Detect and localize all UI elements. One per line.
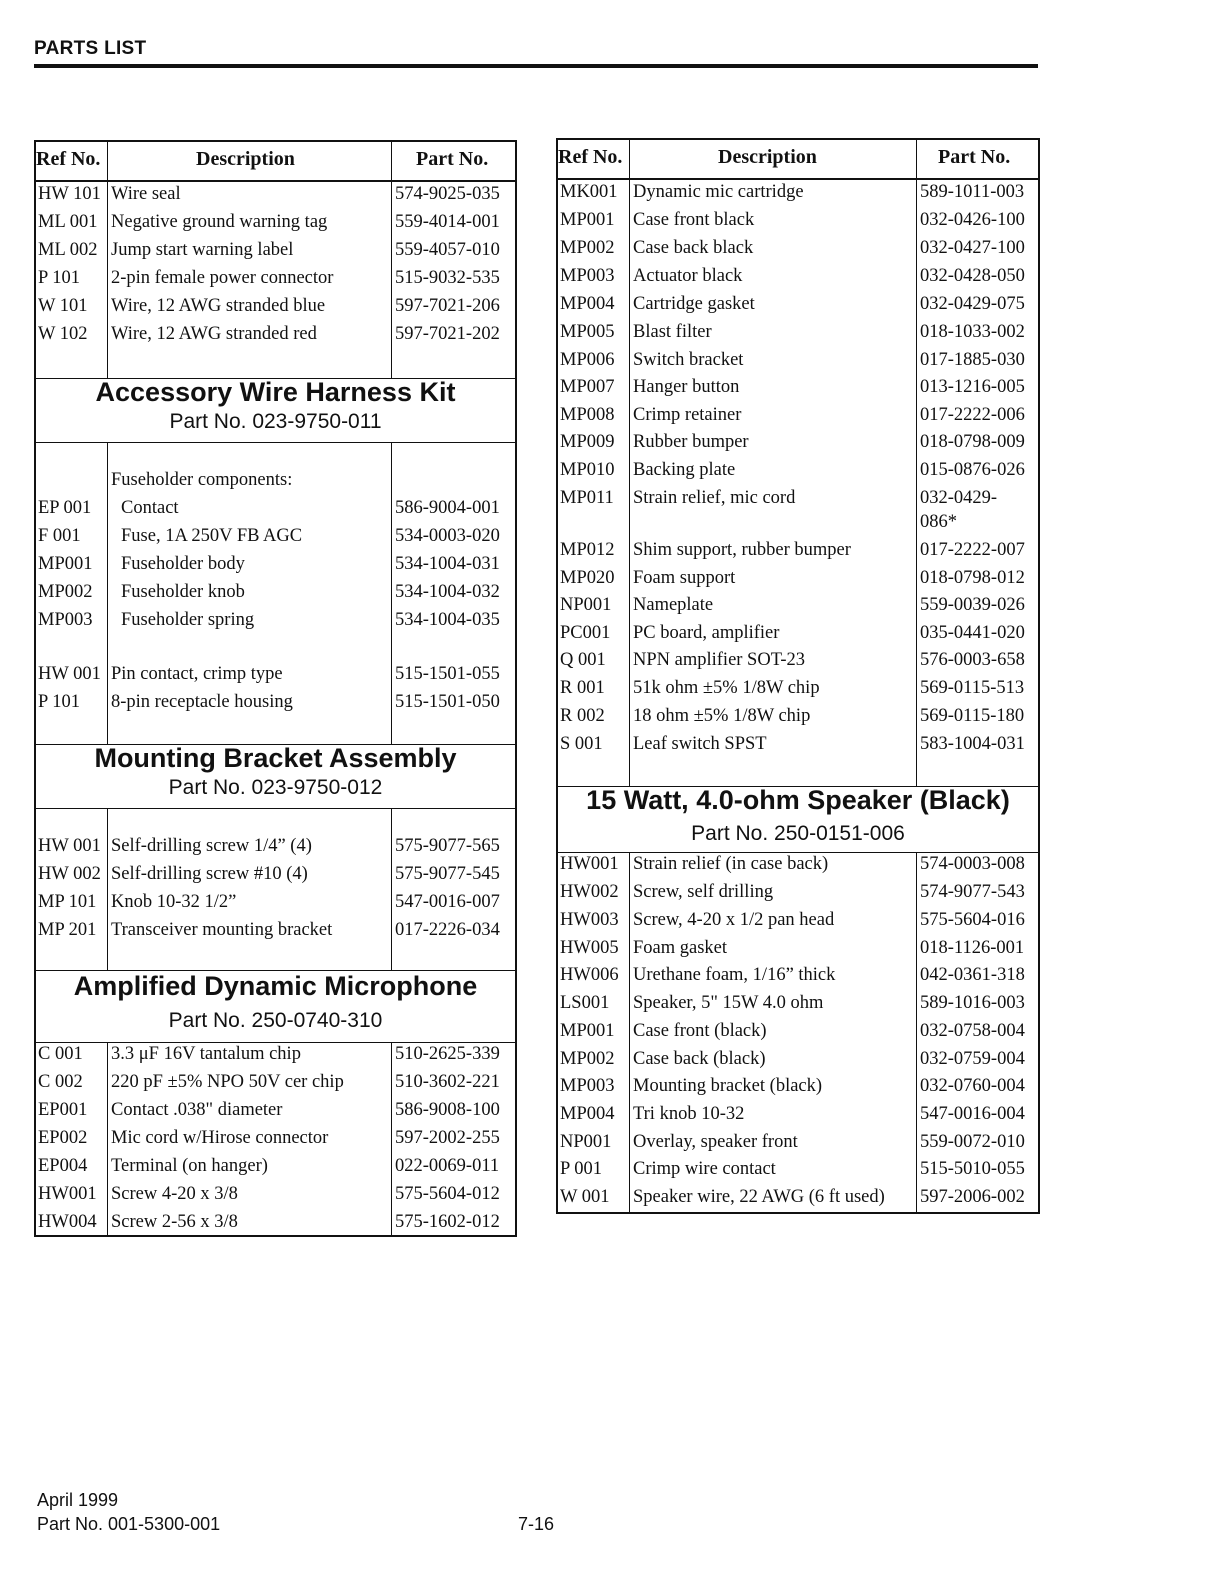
ref-cell: HW 002 [38, 864, 101, 884]
description-cell: 220 pF ±5% NPO 50V cer chip [111, 1072, 344, 1092]
description-cell: Urethane foam, 1/16” thick [633, 965, 836, 985]
description-cell: Speaker, 5" 15W 4.0 ohm [633, 993, 824, 1013]
part-no-cell: 032-0759-004 [920, 1049, 1025, 1069]
ref-cell: MP001 [38, 554, 93, 574]
part-no-cell: 559-0039-026 [920, 595, 1025, 615]
description-cell: Case front black [633, 210, 755, 230]
part-no-cell: 018-1126-001 [920, 938, 1025, 958]
ref-cell: NP001 [560, 1132, 612, 1152]
ref-cell: F 001 [38, 526, 81, 546]
right-parts-table [556, 138, 1040, 1214]
ref-cell: NP001 [560, 595, 612, 615]
ref-cell: MP004 [560, 294, 615, 314]
description-cell: 51k ohm ±5% 1/8W chip [633, 678, 820, 698]
description-cell: Strain relief (in case back) [633, 854, 829, 874]
section-divider [558, 852, 1038, 853]
page-header: PARTS LIST [34, 38, 147, 59]
column-divider [107, 808, 108, 970]
ref-cell: C 002 [38, 1072, 83, 1092]
description-cell: Crimp retainer [633, 405, 742, 425]
column-divider [629, 852, 630, 1212]
section-title: Amplified Dynamic Microphone [73, 971, 478, 1001]
ref-cell: HW002 [560, 882, 619, 902]
description-cell: 2-pin female power connector [111, 268, 334, 288]
part-no-cell: 018-0798-009 [920, 432, 1025, 452]
ref-cell: P 001 [560, 1159, 602, 1179]
part-no-cell: 574-9025-035 [395, 184, 500, 204]
description-cell: Wire seal [111, 184, 181, 204]
ref-cell: EP001 [38, 1100, 88, 1120]
ref-cell: Q 001 [560, 650, 606, 670]
part-no-cell: 586-9008-100 [395, 1100, 500, 1120]
description-cell: Leaf switch SPST [633, 734, 767, 754]
description-cell: Negative ground warning tag [111, 212, 328, 232]
description-cell: Transceiver mounting bracket [111, 920, 333, 940]
ref-cell: P 101 [38, 692, 80, 712]
part-no-cell: 597-7021-206 [395, 296, 500, 316]
part-no-cell: 559-4014-001 [395, 212, 500, 232]
part-no-cell: 575-9077-565 [395, 836, 500, 856]
description-cell: Fuseholder spring [121, 610, 255, 630]
ref-cell: ML 002 [38, 240, 98, 260]
description-cell: 3.3 μF 16V tantalum chip [111, 1044, 301, 1064]
part-no-cell: 597-7021-202 [395, 324, 500, 344]
ref-cell: MP003 [560, 266, 615, 286]
part-no-cell: 576-0003-658 [920, 650, 1025, 670]
header-ref: Ref No. [36, 148, 101, 170]
section-divider [36, 808, 515, 809]
part-no-cell: 559-4057-010 [395, 240, 500, 260]
section-title: Mounting Bracket Assembly [94, 743, 457, 773]
left-parts-table [34, 140, 517, 1237]
part-no-cell: 017-2222-007 [920, 540, 1025, 560]
part-no-cell: 042-0361-318 [920, 965, 1025, 985]
description-cell: Dynamic mic cartridge [633, 182, 804, 202]
description-cell: Actuator black [633, 266, 743, 286]
ref-cell: MP001 [560, 1021, 615, 1041]
part-no-cell: 569-0115-180 [920, 706, 1025, 726]
ref-cell: HW003 [560, 910, 619, 930]
ref-cell: MP 201 [38, 920, 97, 940]
footer-date: April 1999 [37, 1490, 119, 1510]
ref-cell: HW 001 [38, 836, 101, 856]
part-no-cell: 018-1033-002 [920, 322, 1025, 342]
part-no-cell: 032-0758-004 [920, 1021, 1025, 1041]
part-no-cell: 510-2625-339 [395, 1044, 500, 1064]
description-cell: Rubber bumper [633, 432, 749, 452]
part-no-cell: 583-1004-031 [920, 734, 1025, 754]
part-no-cell: 022-0069-011 [395, 1156, 500, 1176]
column-divider [629, 140, 630, 786]
ref-cell: MP012 [560, 540, 615, 560]
ref-cell: MP001 [560, 210, 615, 230]
column-divider [107, 180, 108, 378]
ref-cell: MP004 [560, 1104, 615, 1124]
description-cell: 18 ohm ±5% 1/8W chip [633, 706, 811, 726]
description-cell: Screw 4-20 x 3/8 [111, 1184, 238, 1204]
ref-cell: W 101 [38, 296, 88, 316]
ref-cell: MP006 [560, 350, 615, 370]
part-no-cell: 575-1602-012 [395, 1212, 500, 1232]
part-no-cell: 032-0427-100 [920, 238, 1025, 258]
ref-cell: HW001 [38, 1184, 97, 1204]
description-cell: Strain relief, mic cord [633, 488, 796, 508]
description-cell: Wire, 12 AWG stranded blue [111, 296, 326, 316]
description-cell: Switch bracket [633, 350, 744, 370]
section-title: Accessory Wire Harness Kit [95, 377, 456, 407]
part-no-cell: 575-9077-545 [395, 864, 500, 884]
part-no-cell: 017-2222-006 [920, 405, 1025, 425]
description-cell: Shim support, rubber bumper [633, 540, 851, 560]
ref-cell: LS001 [560, 993, 610, 1013]
description-cell: Screw, 4-20 x 1/2 pan head [633, 910, 835, 930]
part-no-cell: 015-0876-026 [920, 460, 1025, 480]
part-no-cell: 589-1011-003 [920, 182, 1025, 202]
ref-cell: EP 001 [38, 498, 92, 518]
part-no-cell: 597-2006-002 [920, 1187, 1025, 1207]
section-subtitle: Part No. 023-9750-011 [169, 410, 382, 433]
description-cell: PC board, amplifier [633, 623, 780, 643]
part-no-cell: 035-0441-020 [920, 623, 1025, 643]
header-rule [34, 64, 1038, 68]
column-divider [391, 142, 392, 180]
ref-cell: HW005 [560, 938, 619, 958]
column-divider [107, 142, 108, 180]
description-cell: Contact .038" diameter [111, 1100, 283, 1120]
description-cell: Pin contact, crimp type [111, 664, 283, 684]
part-no-cell: 586-9004-001 [395, 498, 500, 518]
description-cell: Hanger button [633, 377, 740, 397]
ref-cell: MP002 [560, 238, 615, 258]
description-cell: Terminal (on hanger) [111, 1156, 268, 1176]
part-no-cell: 534-1004-035 [395, 610, 500, 630]
header-part-no: Part No. [938, 146, 1011, 168]
description-cell: Nameplate [633, 595, 714, 615]
description-cell: Jump start warning label [111, 240, 294, 260]
section-subtitle: Part No. 250-0151-006 [691, 822, 905, 845]
ref-cell: R 001 [560, 678, 605, 698]
description-cell: NPN amplifier SOT-23 [633, 650, 805, 670]
description-cell: Mic cord w/Hirose connector [111, 1128, 329, 1148]
ref-cell: W 001 [560, 1187, 610, 1207]
part-no-cell-continued: 086* [920, 512, 957, 532]
footer-page-number: 7-16 [518, 1514, 555, 1534]
ref-cell: MP003 [38, 610, 93, 630]
ref-cell: MP011 [560, 488, 614, 508]
description-cell: Case back black [633, 238, 754, 258]
column-divider [391, 1042, 392, 1235]
description-cell: Blast filter [633, 322, 712, 342]
header-ref: Ref No. [558, 146, 623, 168]
ref-cell: HW001 [560, 854, 619, 874]
part-no-cell: 515-9032-535 [395, 268, 500, 288]
section-subtitle: Part No. 023-9750-012 [168, 776, 383, 799]
header-description: Description [718, 146, 817, 168]
column-divider [916, 140, 917, 786]
ref-cell: EP002 [38, 1128, 88, 1148]
column-divider [391, 808, 392, 970]
section-subtitle: Part No. 250-0740-310 [168, 1009, 383, 1032]
ref-cell: MP009 [560, 432, 615, 452]
column-divider [391, 180, 392, 378]
part-no-cell: 017-2226-034 [395, 920, 500, 940]
part-no-cell: 017-1885-030 [920, 350, 1025, 370]
description-cell: Foam support [633, 568, 736, 588]
description-cell: Speaker wire, 22 AWG (6 ft used) [633, 1187, 885, 1207]
ref-cell: MP 101 [38, 892, 97, 912]
ref-cell: MK001 [560, 182, 618, 202]
part-no-cell: 559-0072-010 [920, 1132, 1025, 1152]
part-no-cell: 018-0798-012 [920, 568, 1025, 588]
description-cell: Crimp wire contact [633, 1159, 776, 1179]
description-cell: Wire, 12 AWG stranded red [111, 324, 317, 344]
note-cell: Fuseholder components: [111, 470, 293, 490]
description-cell: Screw 2-56 x 3/8 [111, 1212, 238, 1232]
ref-cell: MP007 [560, 377, 615, 397]
column-divider [107, 1042, 108, 1235]
section-divider [36, 442, 515, 443]
description-cell: 8-pin receptacle housing [111, 692, 293, 712]
ref-cell: ML 001 [38, 212, 98, 232]
header-description: Description [196, 148, 295, 170]
ref-cell: R 002 [560, 706, 605, 726]
part-no-cell: 547-0016-007 [395, 892, 500, 912]
ref-cell: PC001 [560, 623, 611, 643]
description-cell: Foam gasket [633, 938, 728, 958]
description-cell: Case back (black) [633, 1049, 766, 1069]
part-no-cell: 032-0428-050 [920, 266, 1025, 286]
part-no-cell: 575-5604-012 [395, 1184, 500, 1204]
section-divider [36, 1042, 515, 1043]
ref-cell: MP005 [560, 322, 615, 342]
ref-cell: MP002 [38, 582, 93, 602]
ref-cell: MP008 [560, 405, 615, 425]
column-divider [107, 442, 108, 744]
part-no-cell: 032-0760-004 [920, 1076, 1025, 1096]
part-no-cell: 032-0429- [920, 488, 998, 508]
header-part-no: Part No. [416, 148, 489, 170]
ref-cell: MP020 [560, 568, 615, 588]
column-divider [391, 442, 392, 744]
description-cell: Self-drilling screw #10 (4) [111, 864, 308, 884]
footer-part-number: Part No. 001-5300-001 [37, 1514, 221, 1534]
part-no-cell: 534-1004-032 [395, 582, 500, 602]
ref-cell: EP004 [38, 1156, 88, 1176]
part-no-cell: 534-1004-031 [395, 554, 500, 574]
part-no-cell: 575-5604-016 [920, 910, 1025, 930]
ref-cell: HW004 [38, 1212, 97, 1232]
ref-cell: HW006 [560, 965, 619, 985]
part-no-cell: 569-0115-513 [920, 678, 1025, 698]
description-cell: Case front (black) [633, 1021, 767, 1041]
ref-cell: C 001 [38, 1044, 83, 1064]
ref-cell: HW 001 [38, 664, 101, 684]
description-cell: Tri knob 10-32 [633, 1104, 745, 1124]
part-no-cell: 515-1501-050 [395, 692, 500, 712]
part-no-cell: 547-0016-004 [920, 1104, 1025, 1124]
description-cell: Fuseholder knob [121, 582, 245, 602]
column-divider [916, 852, 917, 1212]
ref-cell: S 001 [560, 734, 603, 754]
ref-cell: MP002 [560, 1049, 615, 1069]
part-no-cell: 534-0003-020 [395, 526, 500, 546]
ref-cell: HW 101 [38, 184, 101, 204]
part-no-cell: 515-5010-055 [920, 1159, 1025, 1179]
part-no-cell: 032-0426-100 [920, 210, 1025, 230]
description-cell: Self-drilling screw 1/4” (4) [111, 836, 312, 856]
header-divider [558, 178, 1038, 180]
description-cell: Fuseholder body [121, 554, 245, 574]
description-cell: Screw, self drilling [633, 882, 774, 902]
description-cell: Knob 10-32 1/2” [111, 892, 237, 912]
part-no-cell: 013-1216-005 [920, 377, 1025, 397]
description-cell: Mounting bracket (black) [633, 1076, 823, 1096]
ref-cell: MP010 [560, 460, 615, 480]
description-cell: Overlay, speaker front [633, 1132, 798, 1152]
section-title: 15 Watt, 4.0-ohm Speaker (Black) [586, 785, 1010, 815]
description-cell: Backing plate [633, 460, 736, 480]
part-no-cell: 597-2002-255 [395, 1128, 500, 1148]
part-no-cell: 515-1501-055 [395, 664, 500, 684]
ref-cell: P 101 [38, 268, 80, 288]
part-no-cell: 574-0003-008 [920, 854, 1025, 874]
description-cell: Contact [121, 498, 179, 518]
part-no-cell: 510-3602-221 [395, 1072, 500, 1092]
description-cell: Fuse, 1A 250V FB AGC [121, 526, 303, 546]
part-no-cell: 589-1016-003 [920, 993, 1025, 1013]
part-no-cell: 032-0429-075 [920, 294, 1025, 314]
part-no-cell: 574-9077-543 [920, 882, 1025, 902]
description-cell: Cartridge gasket [633, 294, 755, 314]
ref-cell: W 102 [38, 324, 88, 344]
ref-cell: MP003 [560, 1076, 615, 1096]
